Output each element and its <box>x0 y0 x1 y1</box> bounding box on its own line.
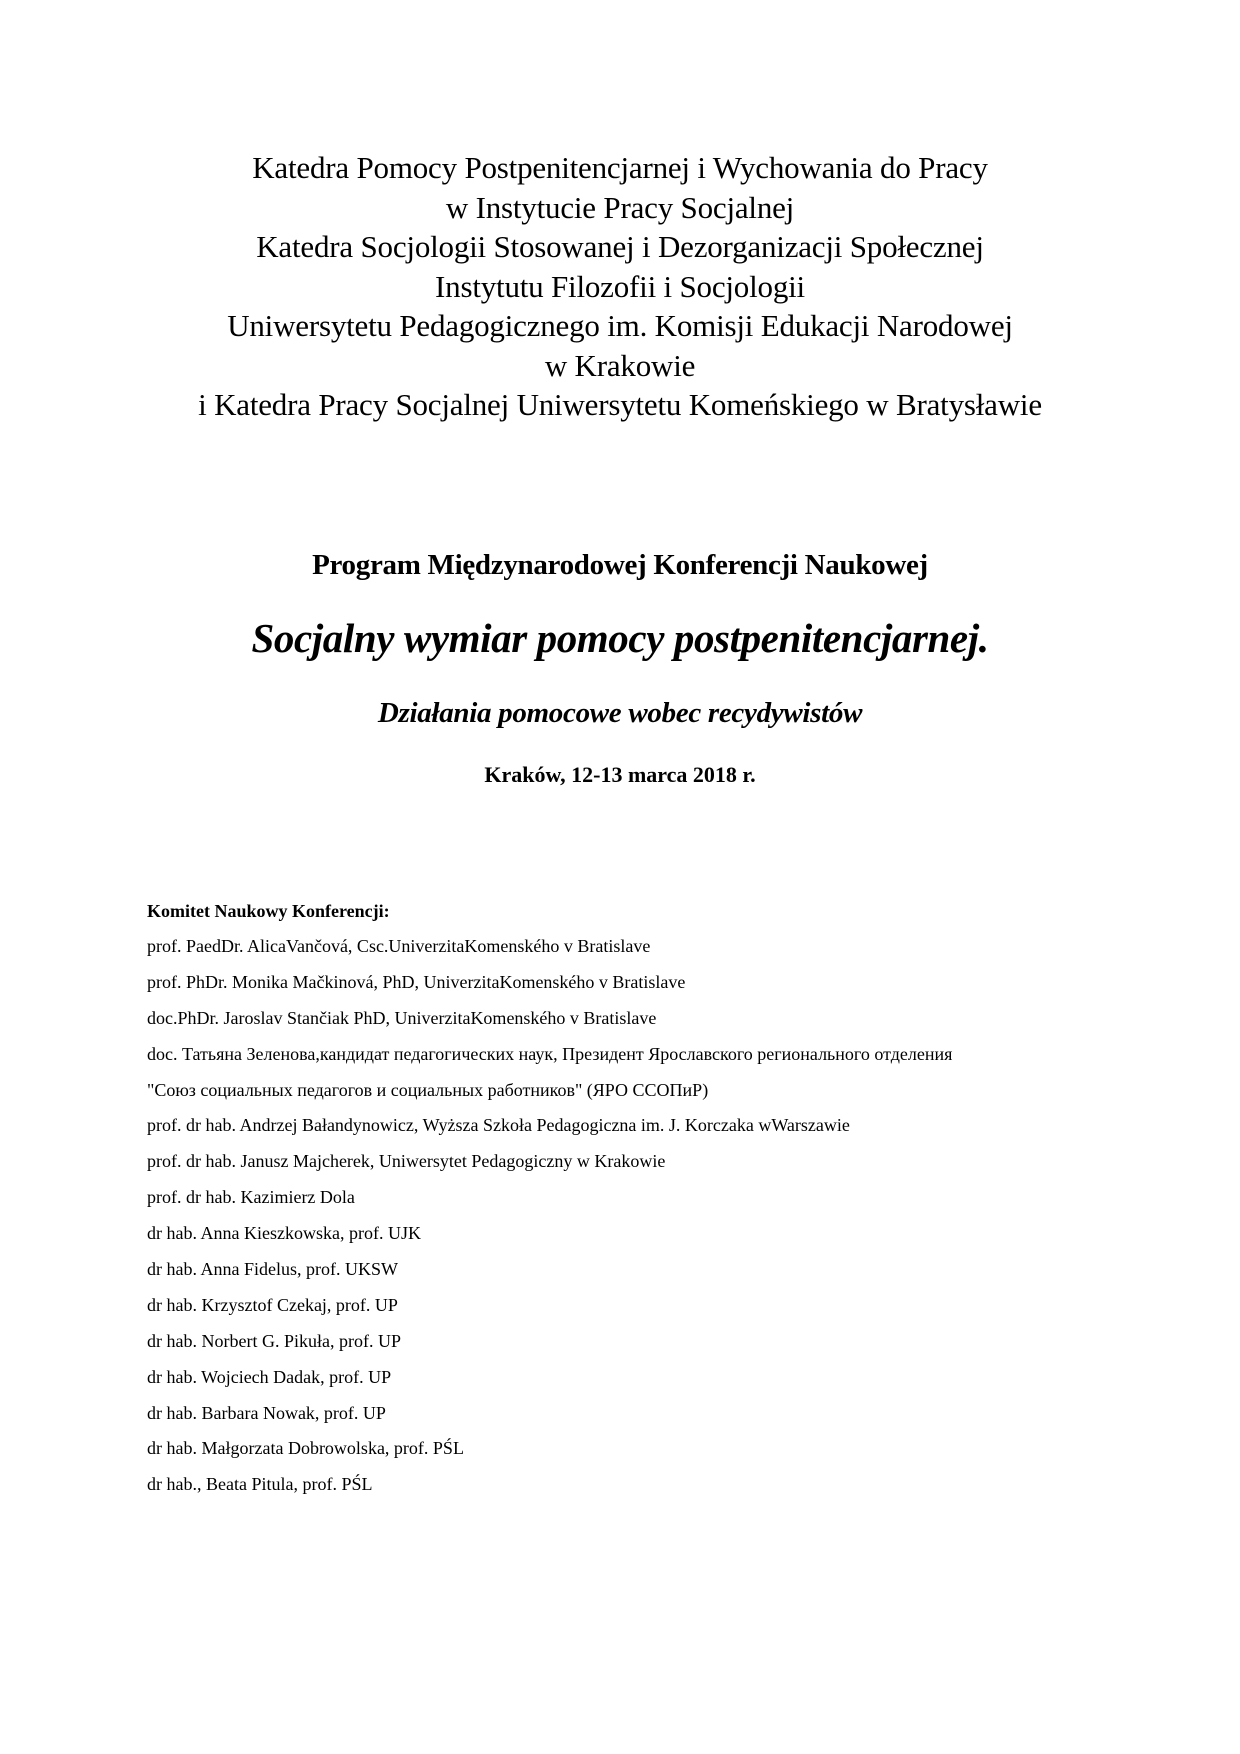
header-line: w Krakowie <box>544 347 696 383</box>
conference-subtitle: Działania pomocowe wobec recydywistów <box>377 697 863 729</box>
committee-member: dr hab. Małgorzata Dobrowolska, prof. PŚL <box>147 1438 464 1459</box>
committee-member: "Союз социальных педагогов и социальных работников" (ЯРО ССОПиР) <box>147 1079 709 1100</box>
committee-member: prof. PhDr. Monika Mačkinová, PhD, UniverzitaKomenského v Bratislave <box>147 971 686 992</box>
header-line: i Katedra Pracy Socjalnej Uniwersytetu Komeńskiego w Bratysławie <box>198 387 1042 422</box>
committee-member: dr hab. Anna Kieszkowska, prof. UJK <box>147 1223 421 1244</box>
conference-title: Socjalny wymiar pomocy postpenitencjarnej. <box>251 615 989 661</box>
header-line: w Instytucie Pracy Socjalnej <box>445 189 795 225</box>
committee-member: dr hab. Barbara Nowak, prof. UP <box>147 1402 386 1423</box>
conference-date: Kraków, 12-13 marca 2018 r. <box>484 762 756 787</box>
committee-member: dr hab. Wojciech Dadak, prof. UP <box>147 1366 392 1387</box>
committee-member: dr hab. Norbert G. Pikuła, prof. UP <box>147 1330 401 1351</box>
committee-member: dr hab., Beata Pitula, prof. PŚL <box>147 1474 373 1495</box>
committee-member: doc. Татьяна Зеленова,кандидат педагогических наук, Президент Ярославского регионального отделения <box>147 1043 953 1064</box>
scientific-committee <box>147 893 1147 1503</box>
committee-member: prof. dr hab. Janusz Majcherek, Uniwersytet Pedagogiczny w Krakowie <box>147 1151 666 1172</box>
committee-member: prof. dr hab. Kazimierz Dola <box>147 1187 355 1208</box>
committee-member: prof. dr hab. Andrzej Bałandynowicz, Wyższa Szkoła Pedagogiczna im. J. Korczaka wWarszawie <box>147 1115 850 1136</box>
committee-member: doc.PhDr. Jaroslav Stančiak PhD, UniverzitaKomenského v Bratislave <box>147 1007 657 1028</box>
committee-list <box>147 929 1147 1503</box>
header-line: Katedra Pomocy Postpenitencjarnej i Wychowania do Pracy <box>252 150 988 185</box>
header-line: Katedra Socjologii Stosowanej i Dezorganizacji Społecznej <box>256 229 984 264</box>
program-title: Program Międzynarodowej Konferencji Naukowej <box>312 549 928 581</box>
header-line: Uniwersytetu Pedagogicznego im. Komisji Edukacji Narodowej <box>227 308 1013 343</box>
committee-member: dr hab. Anna Fidelus, prof. UKSW <box>147 1259 398 1280</box>
committee-heading: Komitet Naukowy Konferencji: <box>147 901 390 921</box>
committee-member: prof. PaedDr. AlicaVančová, Csc.UniverzitaKomenského v Bratislave <box>147 936 651 956</box>
header-line: Instytutu Filozofii i Socjologii <box>435 268 805 304</box>
committee-member: dr hab. Krzysztof Czekaj, prof. UP <box>147 1294 398 1315</box>
organizers-header <box>0 148 1240 425</box>
